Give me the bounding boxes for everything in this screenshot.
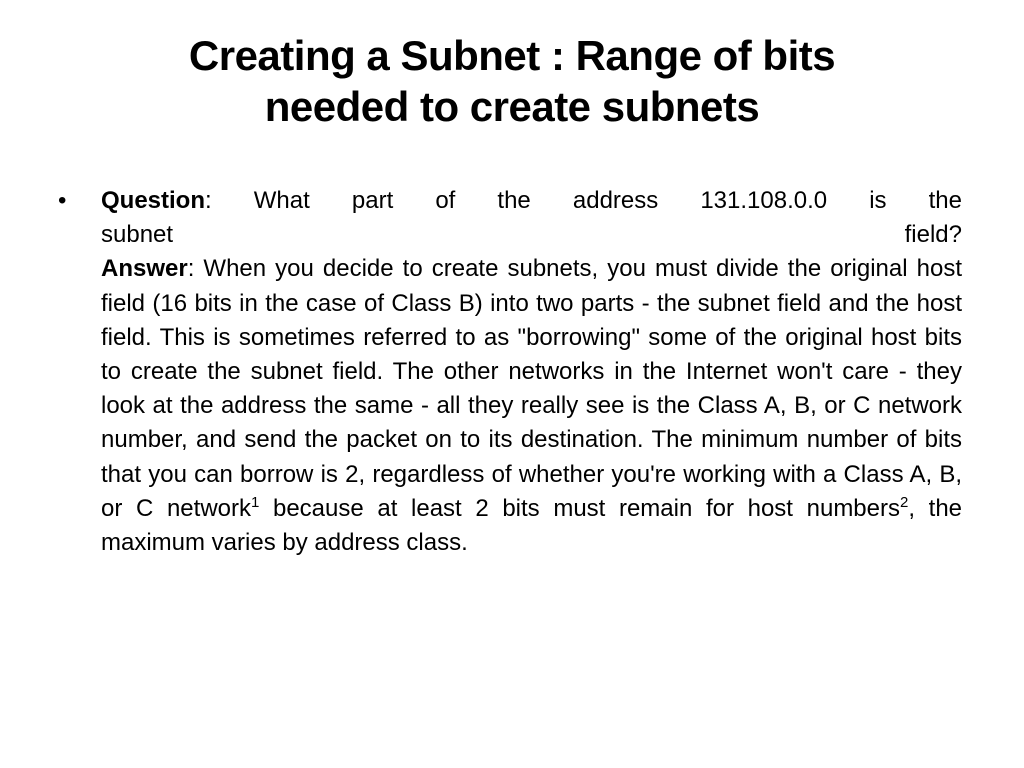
bullet-text: [101, 184, 962, 560]
footnote-marker-2: 2: [900, 493, 909, 511]
answer-text-end: , the maximum varies by address class.: [101, 494, 963, 557]
answer-label: Answer: [101, 255, 188, 283]
slide-title: [60, 30, 964, 132]
answer-text: When you decide to create subnets, you must divide the original host field (16 bits in the case of Class B) into two parts - the subnet field and the host field. This is sometimes referred to as "borrowing" some of the original host bits to create the subnet field. The other networks in the Internet won't care - they look at the address the same - all they really see is the Class A, B, or C network number, and send the packet on to its destination. The minimum number of bits that you can borrow is 2, regardless of whether you're working with a Class A, B, or C network: [101, 255, 962, 522]
slide-title-line-1: Creating a Subnet : Range of bits: [188, 32, 836, 79]
question-text: What part of the address 131.108.0.0 is the: [211, 187, 962, 214]
slide-title-line-2: needed to create subnets: [264, 83, 760, 131]
footnote-marker-1: 1: [251, 493, 260, 511]
answer-text-mid: because at least 2 bits must remain for host numbers: [259, 494, 900, 522]
question-line: [101, 184, 962, 218]
bullet-icon: •: [58, 187, 67, 214]
question-line-2: [101, 218, 962, 252]
question-label: Question: [101, 187, 206, 214]
answer-paragraph: [101, 252, 962, 560]
question-text-2: subnet field?: [101, 221, 962, 249]
answer-colon: :: [187, 255, 195, 283]
question-colon: :: [205, 187, 212, 214]
